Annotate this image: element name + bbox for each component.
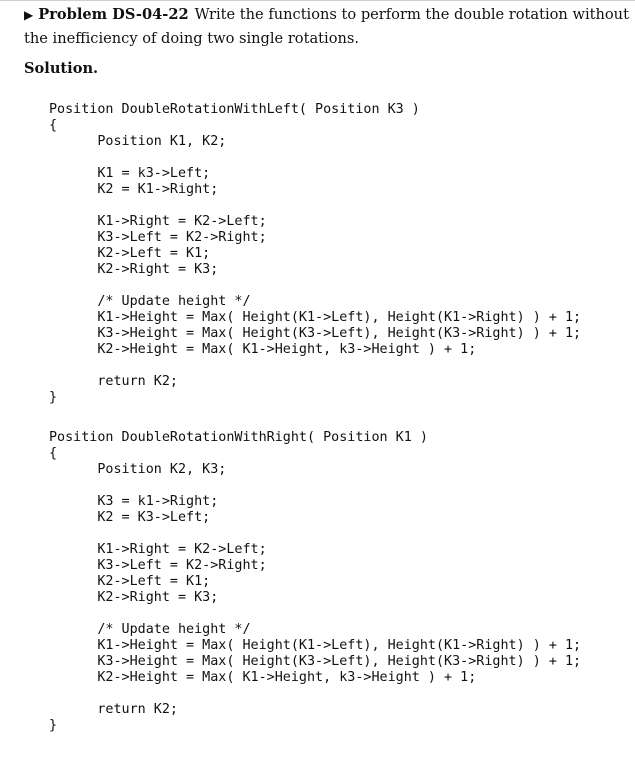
code-line: { [49,118,58,133]
code-line: K2->Left = K1; [49,246,211,261]
code-line: { [49,446,58,461]
problem-statement [24,3,630,50]
code-line: K2->Right = K3; [49,590,219,605]
code-line: K1 = k3->Left; [49,166,211,181]
top-rule [0,0,635,1]
problem-text: Write the functions to perform the double rotation without the inefficiency of doing two single rotations. [24,6,629,47]
code-line: K2 = K1->Right; [49,182,219,197]
code-line: K3->Left = K2->Right; [49,230,267,245]
code-line [49,278,581,294]
triangle-bullet-icon: ▶ [24,8,34,22]
code-line: return K2; [49,374,178,389]
code-line [49,198,581,214]
code-line: K3->Left = K2->Right; [49,558,267,573]
code-line: K3 = k1->Right; [49,494,219,509]
code-line: K2->Right = K3; [49,262,219,277]
code-line: K2->Height = Max( K1->Height, k3->Height ) + 1; [49,670,477,685]
code-block-double-rotation-with-left [49,102,581,406]
code-line: K1->Right = K2->Left; [49,542,267,557]
code-line: Position K1, K2; [49,134,227,149]
code-line [49,478,581,494]
code-line: Position K2, K3; [49,462,227,477]
code-line [49,150,581,166]
code-line: K3->Height = Max( Height(K3->Left), Height(K3->Right) ) + 1; [49,326,582,341]
code-line: } [49,390,58,405]
code-line: K1->Height = Max( Height(K1->Left), Height(K1->Right) ) + 1; [49,638,582,653]
code-line: K3->Height = Max( Height(K3->Left), Height(K3->Right) ) + 1; [49,654,582,669]
problem-label: Problem DS-04-22 [38,6,189,23]
code-line [49,526,581,542]
code-line: Position DoubleRotationWithLeft( Position K3 ) [49,102,420,117]
code-line: K1->Height = Max( Height(K1->Left), Height(K1->Right) ) + 1; [49,310,582,325]
code-line: /* Update height */ [49,622,251,637]
code-line [49,606,581,622]
code-block-double-rotation-with-right [49,430,581,734]
code-line [49,358,581,374]
code-line: K2 = K3->Left; [49,510,211,525]
code-line: K2->Height = Max( K1->Height, k3->Height ) + 1; [49,342,477,357]
code-line: K1->Right = K2->Left; [49,214,267,229]
code-line: /* Update height */ [49,294,251,309]
code-line [49,686,581,702]
code-line: return K2; [49,702,178,717]
code-line: K2->Left = K1; [49,574,211,589]
code-line: Position DoubleRotationWithRight( Position K1 ) [49,430,428,445]
solution-heading: Solution. [24,60,99,77]
code-line: } [49,718,58,733]
